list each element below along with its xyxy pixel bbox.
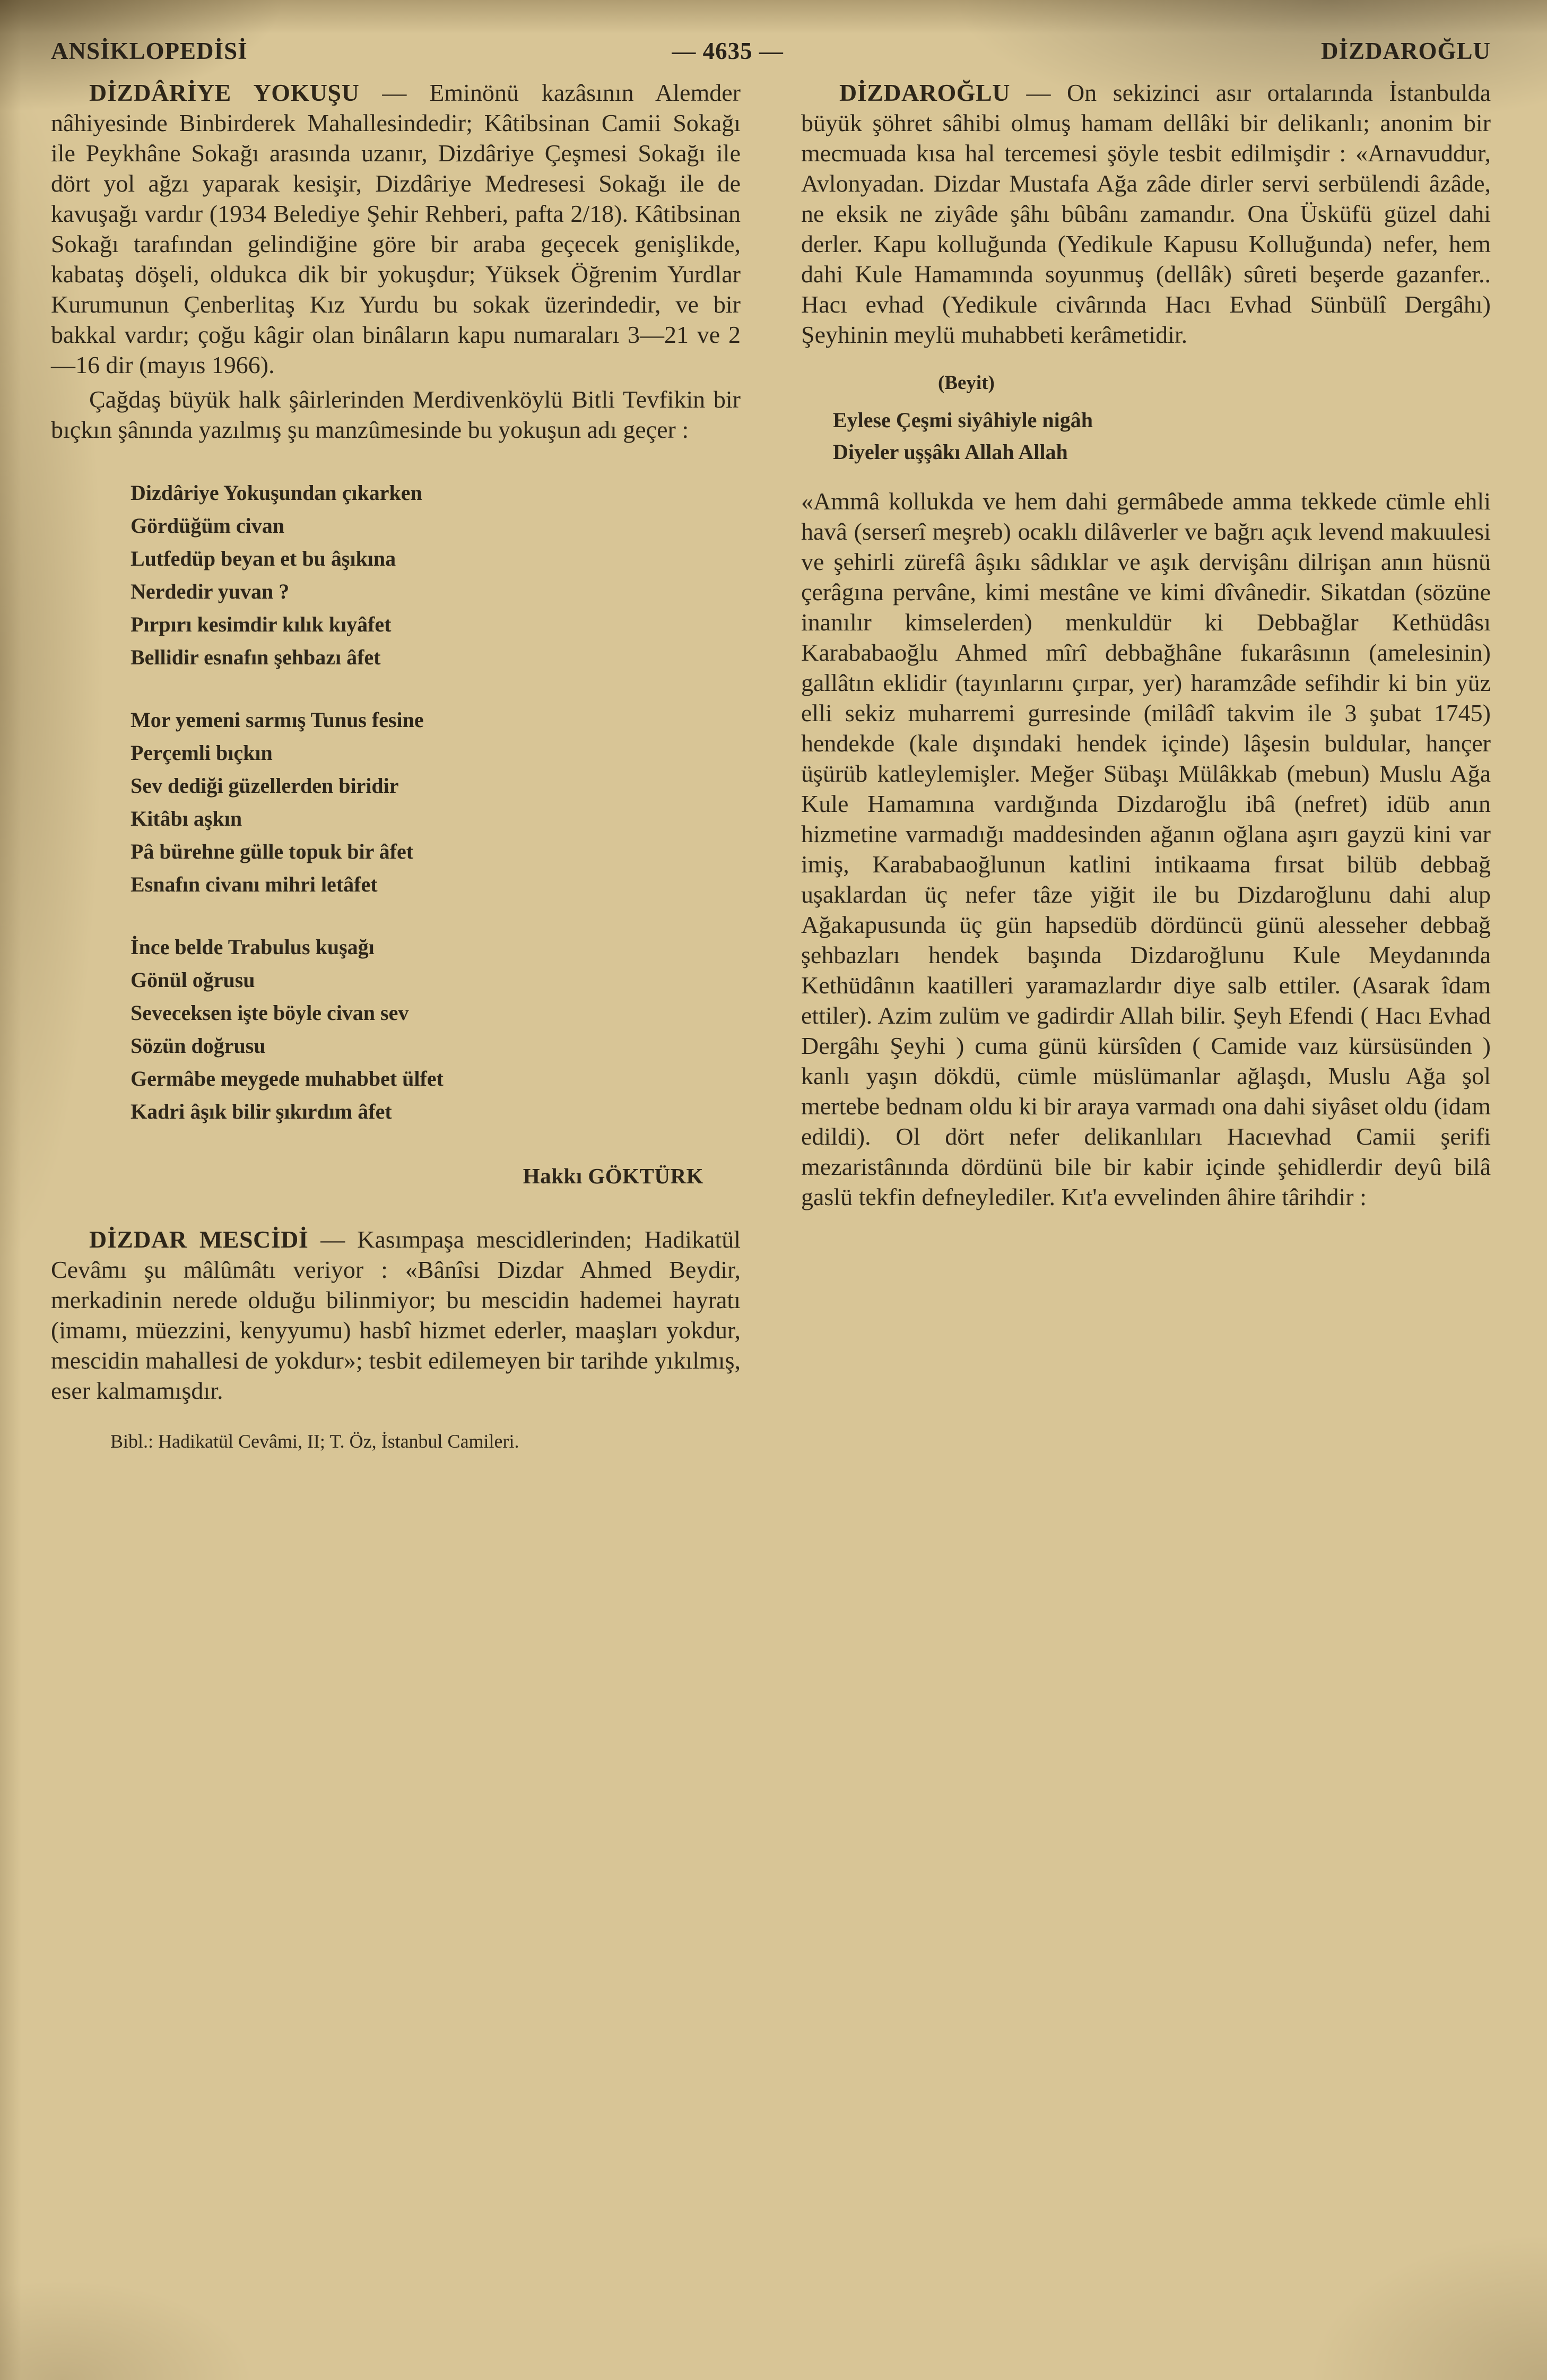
running-head-entry: DİZDAROĞLU: [1320, 38, 1491, 64]
entry-first-paragraph: [801, 77, 1491, 350]
running-head-title: ANSİKLOPEDİSİ: [51, 38, 248, 64]
entry-title: DİZDAROĞLU: [839, 79, 1010, 106]
entry-first-paragraph: [51, 1224, 741, 1406]
poem-stanza-2: [131, 704, 741, 901]
poem-line: Sev dediği güzellerden biridir: [131, 774, 399, 798]
author-signature: Hakkı GÖKTÜRK: [523, 1164, 703, 1188]
beyit-line: Diyeler uşşâkı Allah Allah: [833, 440, 1068, 464]
poem-line: Seveceksen işte böyle civan sev: [131, 1001, 409, 1025]
running-head: [51, 37, 1491, 69]
entry-body-text: — On sekizinci asır ortalarında İstanbulda büyük şöhret sâhibi olmuş hamam dellâki bir delikanlı; anonim bir mecmuada kısa hal tercemesi şöyle tesbit edilmişdir : «Arnavuddur, Avlonyadan. Dizdar Mustafa Ağa zâde dirler servi serbülendi âzâde, ne eksik ne ziyâde şâhı bûbânı zamandır. Ona Üsküfü güzel dahi derler. Kapu kolluğunda (Yedikule Kapusu Kolluğunda) nefer, hem dahi Kule Hamamında soyunmuş (dellâk) sûreti beşerde gazanfer.. Hacı evhad (Yedikule civârında Hacı Evhad Sünbülî Dergâhı) Şeyhinin meylü muhabbeti kerâmetidir.: [801, 79, 1491, 348]
poem-stanza-3: [131, 931, 741, 1128]
page-body: [51, 77, 1491, 1453]
poem-line: Kadri âşık bilir şıkırdım âfet: [131, 1100, 392, 1123]
entry-paragraph: Çağdaş büyük halk şâirlerinden Merdivenköylü Bitli Tevfikin bir bıçkın şânında yazılmış şu manzûmesinde bu yokuşun adı geçer :: [51, 386, 741, 443]
poem-line: Dizdâriye Yokuşundan çıkarken: [131, 481, 422, 505]
right-column: [801, 77, 1491, 1453]
folk-poem: [131, 477, 741, 1128]
entry-title: DİZDÂRİYE YOKUŞU: [89, 79, 360, 106]
entry-body-text: — Kasımpaşa mescidlerinden; Hadikatül Cevâmı şu mâlûmâtı veriyor : «Bânîsi Dizdar Ahmed Beydir, merkadinin nerede olduğu bilinmiyor; bu mescidin hademei hayratı (imamı, müezzini, kenyyumu) hasbî hizmet ederler, maaşları yokdur, mescidin mahallesi de yokdur»; tesbit edilemeyen bir tarihde yıkılmış, eser kalmamışdır.: [51, 1226, 741, 1404]
poem-line: Germâbe meygede muhabbet ülfet: [131, 1067, 444, 1091]
entry-dizdaroglu: [801, 77, 1491, 1212]
poem-line: Sözün doğrusu: [131, 1034, 266, 1058]
poem-stanza-1: [131, 477, 741, 674]
poem-line: Perçemli bıçkın: [131, 741, 273, 765]
poem-line: Lutfedüp beyan et bu âşıkına: [131, 547, 396, 570]
page-number: — 4635 —: [672, 38, 784, 64]
entry-body-text: — Eminönü kazâsının Alemder nâhiyesinde Binbirderek Mahallesindedir; Kâtibsinan Camii Sokağı ile Peykhâne Sokağı arasında uzanır, Dizdâriye Çeşmesi Sokağı ile dört yol ağzı yaparak kesişir, Dizdâriye Medresesi Sokağı ile de kavuşağı vardır (1934 Belediye Şehir Rehberi, pafta 2/18). Kâtibsinan Sokağı tarafından gelindiğine göre bir araba geçecek genişlikde, kabataş döşeli, oldukca dik bir yokuşdur; Yüksek Öğrenim Yurdlar Kurumunun Çenberlitaş Kız Yurdu bu sokak üzerindedir, ve bir bakkal vardır; çoğu kâgir olan binâların kapu numaraları 3—21 ve 2—16 dir (mayıs 1966).: [51, 79, 741, 378]
poem-line: Nerdedir yuvan ?: [131, 579, 290, 603]
entry-paragraph: «Ammâ kollukda ve hem dahi germâbede amma tekkede cümle ehli havâ (serserî meşreb) ocaklı dilâverler ve bağrı açık levend makuulesi ve şehirli zürefâ âşıkı sâdıklar ve aşık dervişânı dilrişan anın hüsnü çerâgına pervâne, kimi mestâne ve kimi dîvânedir. Sikatdan (sözüne inanılır kimselerden) menkuldür ki Debbağlar Kethüdâsı Karababaoğlu Ahmed mîrî debbağhâne fukarâsının (amelesinin) gallâtın eklidir (tayınlarını çırpar, yer) haramzâde sefihdir ki bin yüz elli sekiz muharremi gurresinde (milâdî takvim ile 3 şubat 1745) hendekde (kale dışındaki hendek içinde) lâşesin buldular, hançer üşürüb katleylemişler. Meğer Sübaşı Mülâkkab (mebun) Muslu Ağa Kule Hamamına vardığında Dizdaroğlu ibâ (nefret) idüb anın hizmetine varmadığı maddesinden ağanın oğlana aşırı gayzü kini var imiş, Karababaoğlunun katlini intikaama fırsat bilüb debbağ uşaklardan üç nefer tâze yiğit ile bu Dizdaroğlunu dahi alup Ağakapusunda üç gün hapsedüb dördüncü günü alesseher debbağ şehbazları hendek başında Dizdaroğlunu Kule Meydanında Kethüdânın kaatilleri yaramazlardır diye salb ettiler. (Asarak îdam ettiler). Azim zulüm ve gadirdir Allah bilir. Şeyh Efendi ( Hacı Evhad Dergâhı Şeyhi ) cuma günü kürsîden ( Camide vaız kürsüsünden ) kanlı yaşın dökdü, cümle müslümanlar ağlaşdı, Muslu Ağa şol mertebe bednam oldu ki bir araya varmadı ona dahi siyâset oldu (idam edildi). Ol dört nefer delikanlıları Hacıevhad Camii şerifi mezaristânında dördünü bile bir kabir içinde şehidlerdir deyû bilâ gaslü tekfin defneylediler. Kıt'a evvelinden âhire târihdir :: [801, 488, 1491, 1210]
poem-line: Gördüğüm civan: [131, 514, 285, 538]
poem-line: Kitâbı aşkın: [131, 807, 242, 830]
poem-line: Gönül oğrusu: [131, 968, 255, 992]
poem-line: Pâ bürehne gülle topuk bir âfet: [131, 840, 414, 863]
entry-title: DİZDAR MESCİDİ: [89, 1226, 309, 1253]
beyit-label: (Beyit): [938, 372, 995, 394]
poem-line: İnce belde Trabulus kuşağı: [131, 935, 375, 959]
poem-line: Esnafın civanı mihri letâfet: [131, 872, 378, 896]
bibliography-note: Bibl.: Hadikatül Cevâmi, II; T. Öz, İstanbul Camileri.: [110, 1431, 519, 1452]
entry-dizdariye-yokusu: [51, 77, 741, 1191]
entry-first-paragraph: [51, 77, 741, 380]
poem-line: Bellidir esnafın şehbazı âfet: [131, 645, 381, 669]
poem-line: Pırpırı kesimdir kılık kıyâfet: [131, 612, 392, 636]
beyit-couplet: [833, 404, 1491, 468]
left-column: [51, 77, 741, 1453]
entry-dizdar-mescidi: [51, 1224, 741, 1453]
poem-line: Mor yemeni sarmış Tunus fesine: [131, 708, 424, 732]
beyit-line: Eylese Çeşmi siyâhiyle nigâh: [833, 408, 1093, 432]
